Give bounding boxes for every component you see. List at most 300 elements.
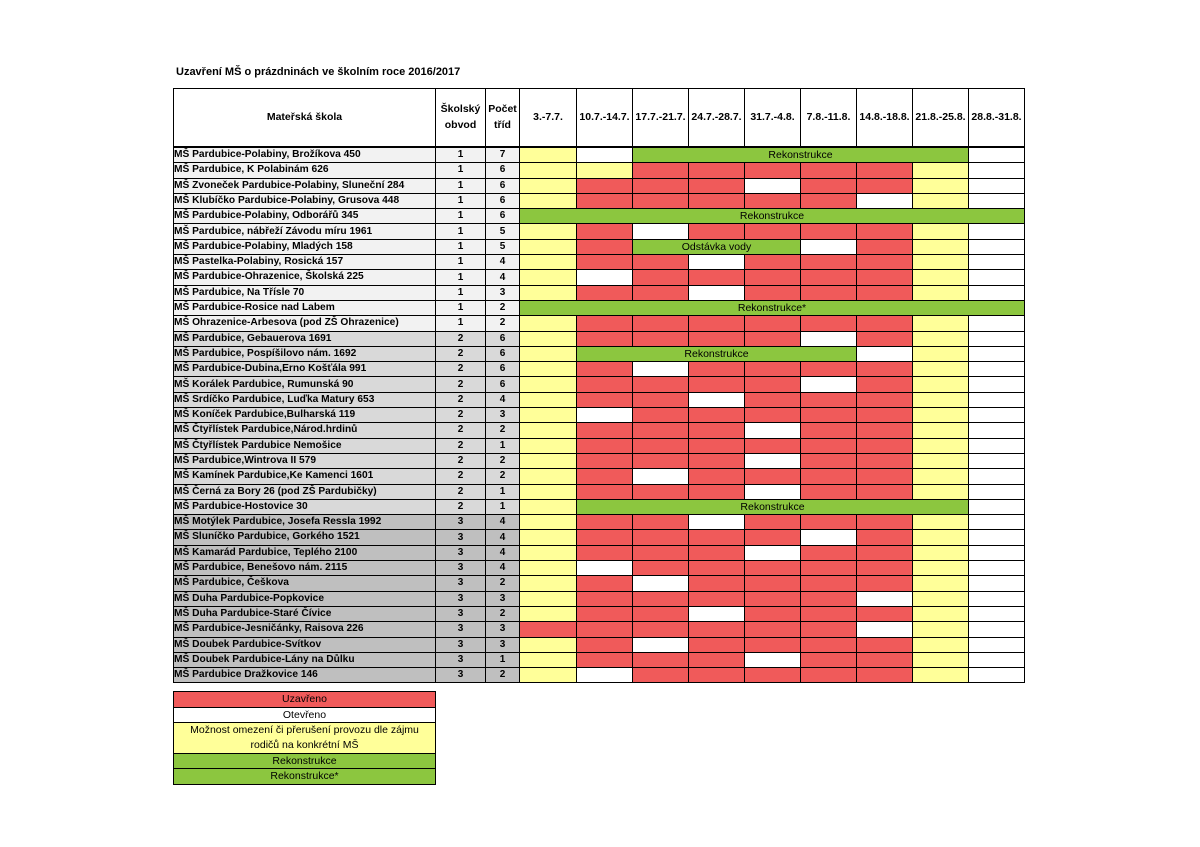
- status-cell-open: [969, 193, 1025, 208]
- status-cell-closed: [633, 530, 689, 545]
- class-count: 6: [486, 346, 520, 361]
- status-cell-open: [577, 270, 633, 285]
- status-cell-closed: [745, 515, 801, 530]
- table-row: [174, 499, 1025, 514]
- table-row: [174, 224, 1025, 239]
- status-cell-closed: [801, 576, 857, 591]
- status-cell-limited: [913, 438, 969, 453]
- district-number: 3: [436, 591, 486, 606]
- legend-rekonstrukce: Rekonstrukce: [174, 753, 436, 769]
- table-row: [174, 576, 1025, 591]
- status-cell-closed: [857, 255, 913, 270]
- status-cell-limited: [520, 392, 577, 407]
- status-cell-open: [969, 239, 1025, 254]
- status-cell-open: [969, 163, 1025, 178]
- status-cell-closed: [577, 316, 633, 331]
- status-cell-reconstruction: Rekonstrukce: [577, 499, 969, 514]
- school-name: MŠ Doubek Pardubice-Lány na Důlku: [174, 652, 436, 667]
- status-cell-closed: [745, 408, 801, 423]
- status-cell-closed: [745, 576, 801, 591]
- status-cell-closed: [745, 469, 801, 484]
- status-cell-limited: [520, 346, 577, 361]
- status-cell-limited: [913, 423, 969, 438]
- status-cell-closed: [857, 285, 913, 300]
- class-count: 2: [486, 576, 520, 591]
- status-cell-closed: [689, 408, 745, 423]
- status-cell-closed: [745, 606, 801, 621]
- status-cell-closed: [633, 438, 689, 453]
- status-cell-closed: [689, 561, 745, 576]
- status-cell-closed: [801, 224, 857, 239]
- status-cell-limited: [913, 163, 969, 178]
- table-row: [174, 316, 1025, 331]
- district-number: 3: [436, 622, 486, 637]
- class-count: 4: [486, 515, 520, 530]
- table-row: [174, 622, 1025, 637]
- table-row: [174, 178, 1025, 193]
- status-cell-closed: [689, 362, 745, 377]
- status-cell-limited: [913, 530, 969, 545]
- status-cell-closed: [745, 193, 801, 208]
- district-number: 2: [436, 499, 486, 514]
- table-row: [174, 362, 1025, 377]
- status-cell-closed: [801, 193, 857, 208]
- status-cell-closed: [745, 637, 801, 652]
- status-cell-closed: [577, 576, 633, 591]
- class-count: 6: [486, 331, 520, 346]
- district-number: 1: [436, 193, 486, 208]
- class-count: 2: [486, 300, 520, 315]
- status-cell-closed: [801, 668, 857, 683]
- table-body: [174, 147, 1025, 683]
- table-row: [174, 163, 1025, 178]
- status-cell-closed: [745, 224, 801, 239]
- status-cell-closed: [857, 484, 913, 499]
- status-cell-closed: [745, 377, 801, 392]
- status-cell-closed: [633, 668, 689, 683]
- school-name: MŠ Pardubice, Češkova: [174, 576, 436, 591]
- table-row: [174, 484, 1025, 499]
- status-cell-open: [969, 515, 1025, 530]
- status-cell-open: [969, 224, 1025, 239]
- class-count: 3: [486, 285, 520, 300]
- status-cell-limited: [520, 637, 577, 652]
- district-number: 2: [436, 331, 486, 346]
- status-cell-closed: [633, 515, 689, 530]
- school-name: MŠ Pardubice-Polabiny, Odborářů 345: [174, 209, 436, 224]
- table-row: [174, 377, 1025, 392]
- district-number: 2: [436, 408, 486, 423]
- status-cell-closed: [633, 561, 689, 576]
- district-number: 3: [436, 576, 486, 591]
- status-cell-open: [969, 545, 1025, 560]
- class-count: 4: [486, 530, 520, 545]
- header-week-31-7-4-8: 31.7.-4.8.: [745, 89, 801, 148]
- status-cell-closed: [857, 606, 913, 621]
- status-cell-closed: [857, 423, 913, 438]
- legend-row: [174, 723, 436, 753]
- status-cell-closed: [633, 163, 689, 178]
- status-cell-limited: [520, 576, 577, 591]
- status-cell-limited: [520, 316, 577, 331]
- status-cell-closed: [689, 530, 745, 545]
- status-cell-closed: [857, 362, 913, 377]
- status-cell-closed: [801, 515, 857, 530]
- status-cell-open: [969, 362, 1025, 377]
- table-row: [174, 300, 1025, 315]
- status-cell-closed: [801, 606, 857, 621]
- district-number: 1: [436, 178, 486, 193]
- table-row: [174, 209, 1025, 224]
- status-cell-closed: [745, 285, 801, 300]
- status-cell-open: [969, 606, 1025, 621]
- status-cell-closed: [801, 392, 857, 407]
- class-count: 3: [486, 408, 520, 423]
- status-cell-closed: [745, 530, 801, 545]
- legend-uzavreno: Uzavřeno: [174, 692, 436, 708]
- school-name: MŠ Zvoneček Pardubice-Polabiny, Sluneční 284: [174, 178, 436, 193]
- district-number: 2: [436, 377, 486, 392]
- status-cell-limited: [913, 377, 969, 392]
- class-count: 1: [486, 499, 520, 514]
- district-number: 1: [436, 316, 486, 331]
- district-number: 3: [436, 561, 486, 576]
- status-cell-limited: [913, 622, 969, 637]
- status-cell-closed: [801, 561, 857, 576]
- status-cell-limited: [520, 652, 577, 667]
- status-cell-closed: [857, 239, 913, 254]
- status-cell-limited: [913, 224, 969, 239]
- status-cell-limited: [520, 331, 577, 346]
- class-count: 2: [486, 606, 520, 621]
- table-row: [174, 193, 1025, 208]
- status-cell-closed: [633, 392, 689, 407]
- status-cell-limited: [520, 193, 577, 208]
- status-cell-closed: [577, 362, 633, 377]
- status-cell-limited: [913, 484, 969, 499]
- status-cell-closed: [857, 530, 913, 545]
- status-cell-limited: [913, 545, 969, 560]
- class-count: 4: [486, 392, 520, 407]
- district-number: 3: [436, 545, 486, 560]
- status-cell-closed: [801, 438, 857, 453]
- legend: [173, 691, 436, 785]
- status-cell-limited: [520, 484, 577, 499]
- school-name: MŠ Pardubice, nábřeží Závodu míru 1961: [174, 224, 436, 239]
- status-cell-limited: [520, 224, 577, 239]
- table-row: [174, 606, 1025, 621]
- status-cell-open: [969, 622, 1025, 637]
- status-cell-limited: [913, 285, 969, 300]
- district-number: 2: [436, 346, 486, 361]
- table-row: [174, 668, 1025, 683]
- legend-otevreno: Otevřeno: [174, 707, 436, 723]
- status-cell-closed: [857, 163, 913, 178]
- status-cell-reconstruction: Rekonstrukce*: [520, 300, 1025, 315]
- status-cell-limited: [913, 346, 969, 361]
- table-row: [174, 438, 1025, 453]
- status-cell-limited: [520, 163, 577, 178]
- status-cell-reconstruction: Rekonstrukce: [633, 147, 969, 163]
- status-cell-open: [689, 255, 745, 270]
- document-title: Uzavření MŠ o prázdninách ve školním roce 2016/2017: [176, 66, 461, 78]
- status-cell-limited: [913, 453, 969, 468]
- status-cell-open: [857, 193, 913, 208]
- school-name: MŠ Černá za Bory 26 (pod ZŠ Pardubičky): [174, 484, 436, 499]
- status-cell-limited: [520, 147, 577, 163]
- status-cell-closed: [689, 193, 745, 208]
- status-cell-closed: [577, 377, 633, 392]
- status-cell-closed: [577, 637, 633, 652]
- school-name: MŠ Motýlek Pardubice, Josefa Ressla 1992: [174, 515, 436, 530]
- table-row: [174, 408, 1025, 423]
- status-cell-closed: [745, 270, 801, 285]
- district-number: 2: [436, 423, 486, 438]
- class-count: 5: [486, 239, 520, 254]
- school-name: MŠ Srdíčko Pardubice, Luďka Matury 653: [174, 392, 436, 407]
- district-number: 3: [436, 668, 486, 683]
- table-row: [174, 545, 1025, 560]
- table-row: [174, 346, 1025, 361]
- table-row: [174, 270, 1025, 285]
- school-name: MŠ Pardubice, Benešovo nám. 2115: [174, 561, 436, 576]
- status-cell-open: [969, 178, 1025, 193]
- status-cell-closed: [577, 515, 633, 530]
- table-row: [174, 255, 1025, 270]
- table-row: [174, 561, 1025, 576]
- class-count: 5: [486, 224, 520, 239]
- class-count: 1: [486, 438, 520, 453]
- status-cell-open: [745, 652, 801, 667]
- district-number: 1: [436, 209, 486, 224]
- status-cell-closed: [857, 224, 913, 239]
- status-cell-closed: [689, 576, 745, 591]
- district-number: 1: [436, 224, 486, 239]
- status-cell-open: [969, 423, 1025, 438]
- school-name: MŠ Pardubice-Hostovice 30: [174, 499, 436, 514]
- status-cell-closed: [857, 453, 913, 468]
- table-row: [174, 147, 1025, 163]
- school-name: MŠ Kamarád Pardubice, Teplého 2100: [174, 545, 436, 560]
- status-cell-closed: [745, 438, 801, 453]
- school-name: MŠ Pardubice-Polabiny, Brožíkova 450: [174, 147, 436, 163]
- status-cell-closed: [689, 545, 745, 560]
- district-number: 1: [436, 300, 486, 315]
- status-cell-limited: [520, 545, 577, 560]
- class-count: 2: [486, 316, 520, 331]
- status-cell-limited: [913, 576, 969, 591]
- header-week-3-7-7: 3.-7.7.: [520, 89, 577, 148]
- status-cell-open: [745, 453, 801, 468]
- class-count: 4: [486, 545, 520, 560]
- status-cell-closed: [577, 545, 633, 560]
- header-week-7-8-11-8: 7.8.-11.8.: [801, 89, 857, 148]
- table-row: [174, 453, 1025, 468]
- status-cell-open: [633, 469, 689, 484]
- class-count: 6: [486, 377, 520, 392]
- status-cell-open: [577, 668, 633, 683]
- status-cell-closed: [633, 193, 689, 208]
- status-cell-closed: [745, 331, 801, 346]
- status-cell-closed: [689, 316, 745, 331]
- status-cell-closed: [857, 637, 913, 652]
- district-number: 1: [436, 239, 486, 254]
- status-cell-closed: [857, 316, 913, 331]
- status-cell-closed: [857, 178, 913, 193]
- table-row: [174, 637, 1025, 652]
- status-cell-closed: [577, 652, 633, 667]
- class-count: 3: [486, 622, 520, 637]
- status-cell-closed: [633, 316, 689, 331]
- status-cell-closed: [577, 255, 633, 270]
- status-cell-limited: [520, 530, 577, 545]
- status-cell-closed: [857, 545, 913, 560]
- district-number: 1: [436, 270, 486, 285]
- district-number: 2: [436, 453, 486, 468]
- status-cell-closed: [857, 652, 913, 667]
- table-row: [174, 652, 1025, 667]
- status-cell-limited: [520, 362, 577, 377]
- status-cell-open: [633, 637, 689, 652]
- status-cell-limited: [913, 515, 969, 530]
- status-cell-closed: [801, 591, 857, 606]
- status-cell-open: [801, 530, 857, 545]
- status-cell-open: [969, 255, 1025, 270]
- class-count: 6: [486, 193, 520, 208]
- status-cell-closed: [745, 561, 801, 576]
- school-name: MŠ Čtyřlístek Pardubice Nemošice: [174, 438, 436, 453]
- status-cell-limited: [913, 239, 969, 254]
- status-cell-closed: [577, 224, 633, 239]
- status-cell-limited: [913, 178, 969, 193]
- status-cell-closed: [633, 423, 689, 438]
- status-cell-limited: [913, 637, 969, 652]
- status-cell-closed: [577, 453, 633, 468]
- status-cell-limited: [913, 591, 969, 606]
- class-count: 6: [486, 209, 520, 224]
- status-cell-limited: [520, 178, 577, 193]
- status-cell-open: [969, 561, 1025, 576]
- school-name: MŠ Pardubice, Na Třísle 70: [174, 285, 436, 300]
- status-cell-open: [745, 484, 801, 499]
- status-cell-closed: [745, 163, 801, 178]
- status-cell-limited: [913, 193, 969, 208]
- district-number: 3: [436, 606, 486, 621]
- district-number: 2: [436, 362, 486, 377]
- status-cell-reconstruction: Rekonstrukce: [577, 346, 857, 361]
- status-cell-closed: [520, 622, 577, 637]
- status-cell-closed: [745, 622, 801, 637]
- status-cell-closed: [577, 285, 633, 300]
- header-week-28-8-31-8: 28.8.-31.8.: [969, 89, 1025, 148]
- status-cell-closed: [801, 637, 857, 652]
- legend-row: [174, 753, 436, 769]
- status-cell-closed: [801, 453, 857, 468]
- status-cell-closed: [857, 377, 913, 392]
- status-cell-closed: [577, 178, 633, 193]
- class-count: 6: [486, 163, 520, 178]
- status-cell-open: [857, 591, 913, 606]
- status-cell-closed: [689, 438, 745, 453]
- status-cell-closed: [801, 255, 857, 270]
- status-cell-limited: [913, 561, 969, 576]
- status-cell-closed: [577, 438, 633, 453]
- status-cell-limited: [913, 652, 969, 667]
- district-number: 1: [436, 255, 486, 270]
- district-number: 3: [436, 530, 486, 545]
- district-number: 3: [436, 637, 486, 652]
- status-cell-closed: [577, 622, 633, 637]
- school-name: MŠ Čtyřlístek Pardubice,Národ.hrdinů: [174, 423, 436, 438]
- status-cell-closed: [689, 453, 745, 468]
- status-cell-open: [969, 377, 1025, 392]
- status-cell-open: [857, 346, 913, 361]
- status-cell-closed: [633, 285, 689, 300]
- table-row: [174, 392, 1025, 407]
- status-cell-closed: [633, 652, 689, 667]
- status-cell-closed: [801, 163, 857, 178]
- district-number: 2: [436, 438, 486, 453]
- class-count: 6: [486, 178, 520, 193]
- table-row: [174, 530, 1025, 545]
- school-name: MŠ Korálek Pardubice, Rumunská 90: [174, 377, 436, 392]
- legend-row: [174, 692, 436, 708]
- status-cell-open: [969, 469, 1025, 484]
- status-cell-closed: [857, 515, 913, 530]
- class-count: 4: [486, 561, 520, 576]
- school-name: MŠ Pardubice-Ohrazenice, Školská 225: [174, 270, 436, 285]
- class-count: 1: [486, 484, 520, 499]
- status-cell-limited: [520, 408, 577, 423]
- status-cell-closed: [857, 576, 913, 591]
- status-cell-open: [577, 408, 633, 423]
- status-cell-open: [969, 484, 1025, 499]
- status-cell-reconstruction: Odstávka vody: [633, 239, 801, 254]
- school-name: MŠ Kamínek Pardubice,Ke Kamenci 1601: [174, 469, 436, 484]
- class-count: 3: [486, 637, 520, 652]
- status-cell-closed: [577, 591, 633, 606]
- school-name: MŠ Pardubice, Gebauerova 1691: [174, 331, 436, 346]
- status-cell-limited: [520, 255, 577, 270]
- status-cell-limited: [520, 515, 577, 530]
- status-cell-closed: [801, 469, 857, 484]
- school-name: MŠ Pardubice-Rosice nad Labem: [174, 300, 436, 315]
- status-cell-closed: [801, 484, 857, 499]
- table-row: [174, 515, 1025, 530]
- status-cell-open: [969, 652, 1025, 667]
- status-cell-limited: [520, 423, 577, 438]
- class-count: 7: [486, 147, 520, 163]
- status-cell-open: [689, 285, 745, 300]
- header-week-10-7-14-7: 10.7.-14.7.: [577, 89, 633, 148]
- status-cell-closed: [689, 622, 745, 637]
- status-cell-limited: [520, 239, 577, 254]
- status-cell-open: [969, 270, 1025, 285]
- status-cell-closed: [745, 316, 801, 331]
- status-cell-reconstruction: Rekonstrukce: [520, 209, 1025, 224]
- status-cell-limited: [520, 285, 577, 300]
- status-cell-limited: [520, 606, 577, 621]
- status-cell-closed: [689, 652, 745, 667]
- status-cell-closed: [801, 423, 857, 438]
- status-cell-open: [633, 576, 689, 591]
- header-week-14-8-18-8: 14.8.-18.8.: [857, 89, 913, 148]
- status-cell-open: [969, 530, 1025, 545]
- school-name: MŠ Koníček Pardubice,Bulharská 119: [174, 408, 436, 423]
- status-cell-closed: [633, 270, 689, 285]
- status-cell-open: [969, 408, 1025, 423]
- status-cell-closed: [801, 178, 857, 193]
